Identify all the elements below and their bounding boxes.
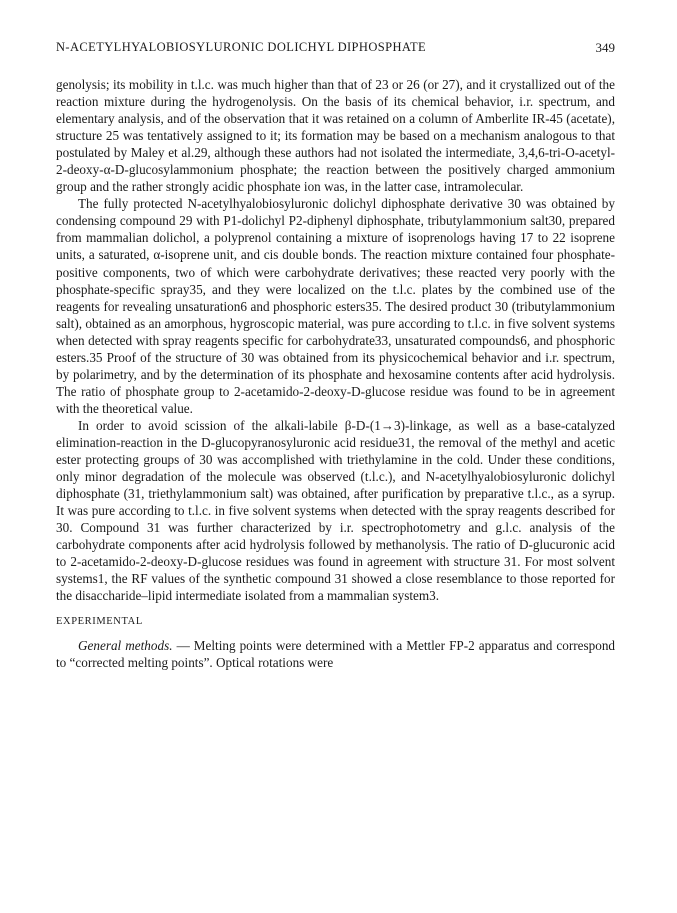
running-title: N-ACETYLHYALOBIOSYLURONIC DOLICHYL DIPHOSPHATE bbox=[56, 40, 427, 54]
run-in-heading: General methods. bbox=[78, 637, 173, 653]
paragraph-deprotection-31: In order to avoid scission of the alkali-labile β-D-(1→3)-linkage, as well as a base-catalyzed elimination-reaction in the D-glucopyranosyluronic acid residue31, the removal of the methyl and acetic ester protecting groups of 30 was accomplished with triethylamine in the cold. Under these conditions, only minor degradation of the molecule was observed (t.l.c.), and N-acetylhyalobiosyluronic dolichyl diphosphate (31, triethylammonium salt) was obtained, after purification by preparative t.l.c., as a syrup. It was pure according to t.l.c. in five solvent systems when detected with the spray reagents described for 30. Compound 31 was further characterized by i.r. spectrophotometry and g.l.c. analysis of the carbohydrate components after acid hydrolysis followed by methanolysis. The ratio of D-glucuronic acid to 2-acetamido-2-deoxy-D-glucose residues was found in agreement with structure 31. For most solvent systems1, the RF values of the synthetic compound 31 showed a close resemblance to those reported for the disaccharide–lipid intermediate isolated from a mammalian system3. bbox=[56, 417, 615, 604]
section-heading-experimental: EXPERIMENTAL bbox=[56, 616, 143, 628]
body-text bbox=[56, 76, 615, 671]
paragraph-continuation: genolysis; its mobility in t.l.c. was much higher than that of 23 or 26 (or 27), and it crystallized out of the reaction mixture during the hydrogenolysis. On the basis of its chemical behavior, i.r. spectrum, and elementary analysis, and of the observation that it was retained on a column of Amberlite IR-45 (acetate), structure 25 was tentatively assigned to it; its formation may be based on a mechanism analogous to that postulated by Maley et al.29, although these authors had not isolated the intermediate, 3,4,6-tri-O-acetyl-2-deoxy-α-D-glucosylammonium phosphate; the reaction between the positively charged ammonium group and the rather strongly acidic phosphate ion was, in the latter case, intramolecular. bbox=[56, 77, 615, 195]
page-header bbox=[56, 40, 615, 58]
paragraph-synthesis-30: The fully protected N-acetylhyalobiosyluronic dolichyl diphosphate derivative 30 was obtained by condensing compound 29 with P1-dolichyl P2-diphenyl diphosphate, tributylammonium salt30, prepared from mammalian dolichol, a polyprenol containing a mixture of isoprenologs having 17 to 22 isoprene units, a saturated, α-isoprene unit, and cis double bonds. The reaction mixture contained four phosphate-positive components, two of which were carbohydrate derivatives; these reacted very poorly with the phosphate-specific spray35, and they were localized on the t.l.c. plates by the combined use of the reagents for revealing unsaturation6 and phosphoric esters35. The desired product 30 (tributylammonium salt), obtained as an amorphous, hygroscopic material, was pure according to t.l.c. in five solvent systems when detected with spray reagents specific for carbohydrate33, unsaturated compounds6, and phosphoric esters.35 Proof of the structure of 30 was obtained from its physicochemical behavior and i.r. spectrum, by polarimetry, and by the determination of its phosphate and hexosamine contents after acid hydrolysis. The ratio of phosphate group to 2-acetamido-2-deoxy-D-glucose residue was found to be in agreement with the theoretical value. bbox=[56, 196, 615, 416]
general-methods-text: — Melting points were determined with a Mettler FP-2 apparatus and correspond to “corrected melting points”. Optical rotations were bbox=[56, 637, 616, 670]
paragraph-general-methods bbox=[56, 637, 615, 671]
page-number: 349 bbox=[595, 40, 615, 55]
